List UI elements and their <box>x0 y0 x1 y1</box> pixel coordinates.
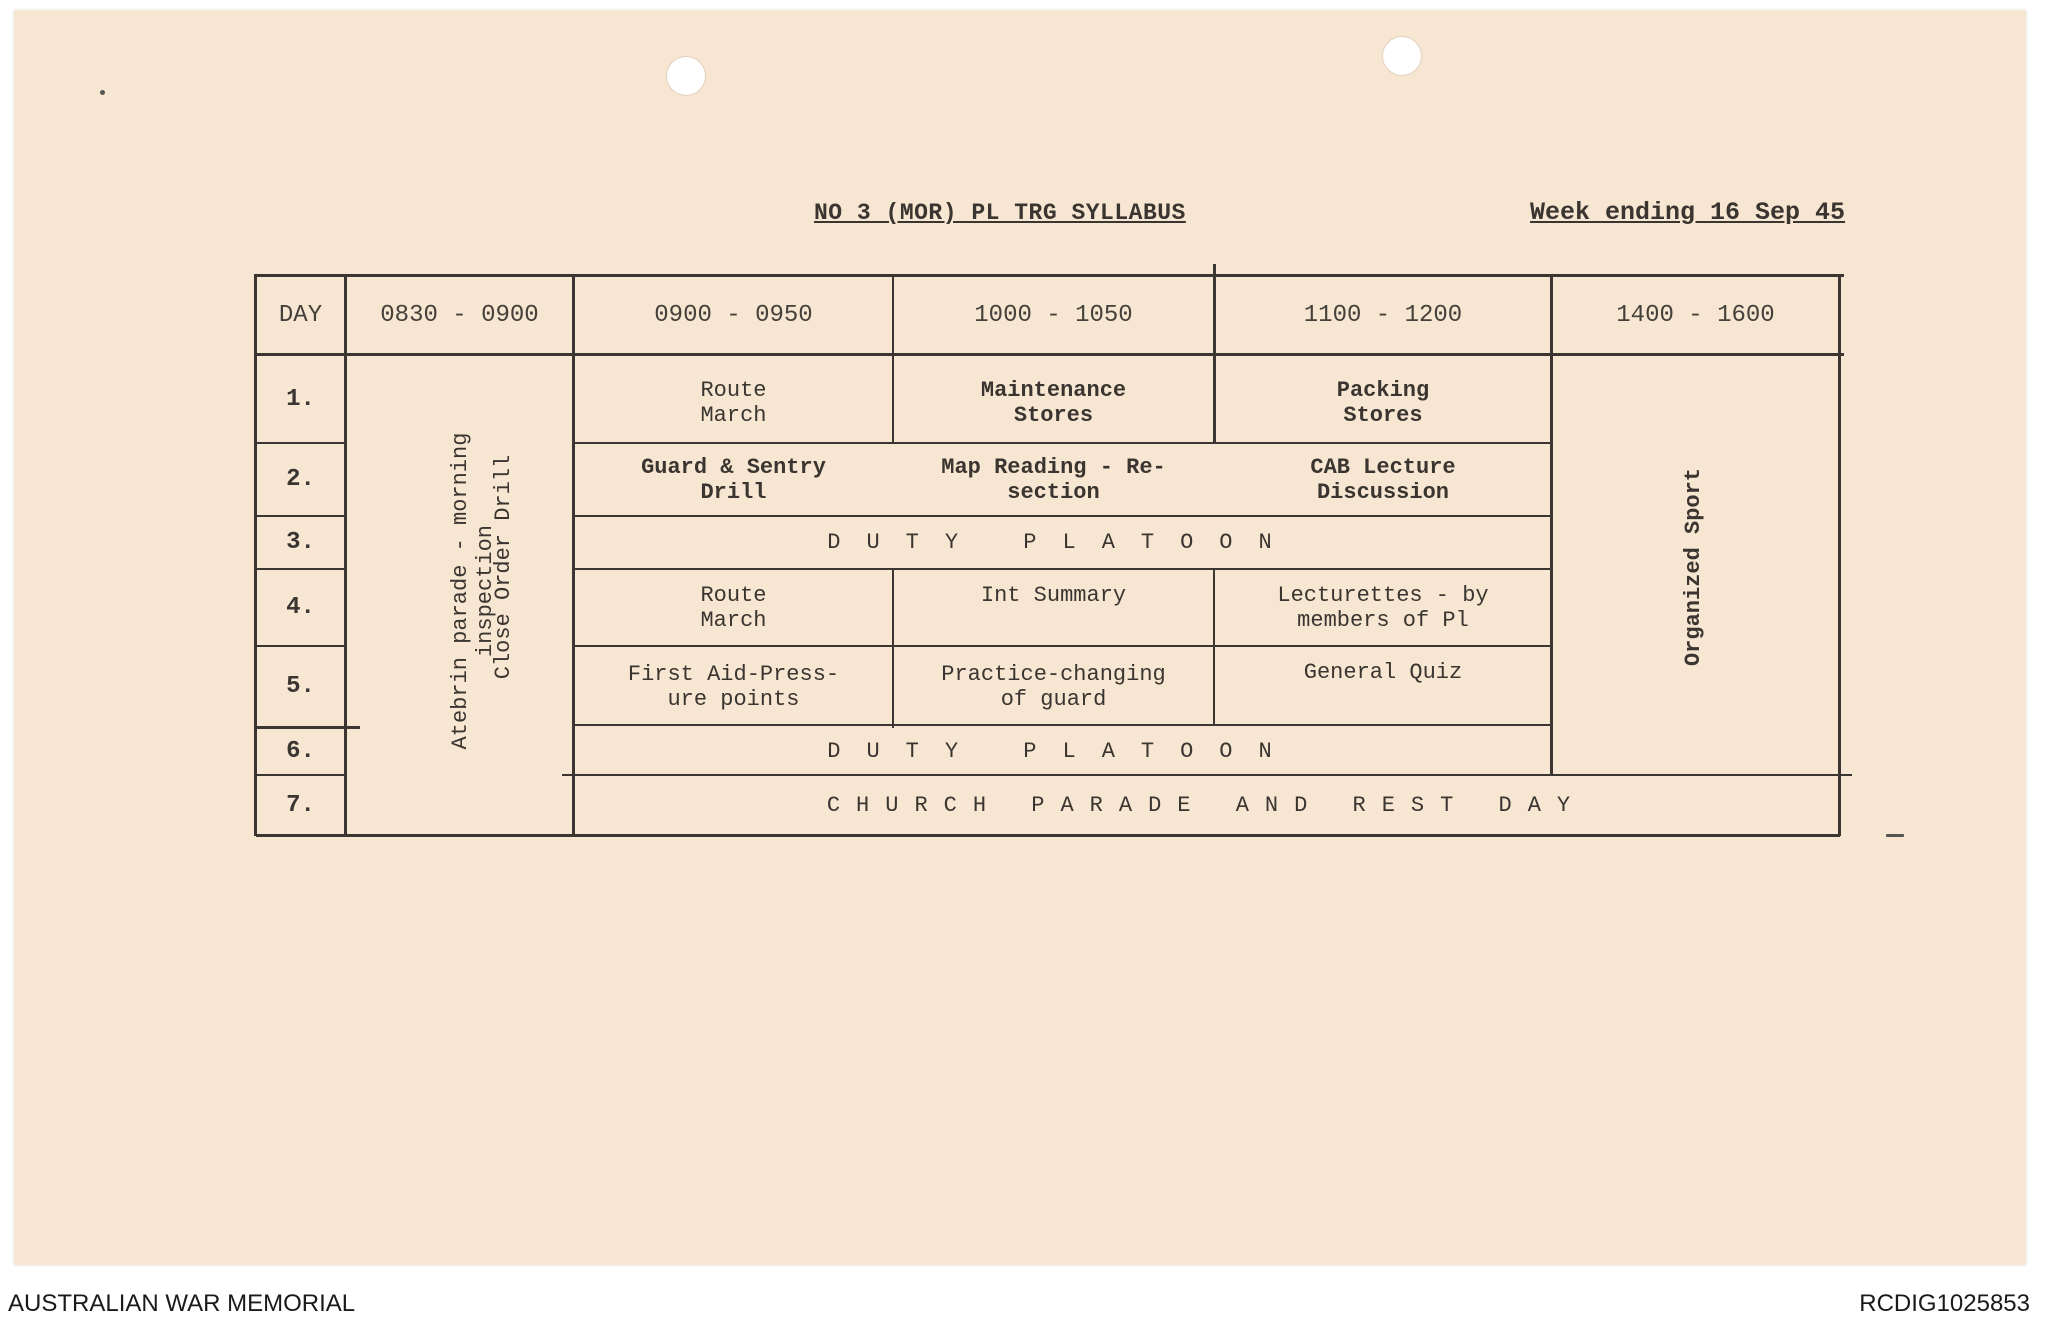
paper-mark <box>1886 834 1904 837</box>
col-line <box>344 274 347 836</box>
header-day: DAY <box>278 301 323 329</box>
header-1000: 1000 - 1050 <box>974 301 1133 329</box>
table-border-bottom <box>256 834 1840 837</box>
archive-name: AUSTRALIAN WAR MEMORIAL <box>8 1290 356 1317</box>
document-title: NO 3 (MOR) PL TRG SYLLABUS <box>814 200 1186 226</box>
header-0830: 0830 - 0900 <box>380 301 539 329</box>
day5-1000-cell: Practice-changing of guard <box>941 661 1166 712</box>
paper-speck <box>100 90 105 95</box>
day6-duty-platoon: DUTY PLATOON <box>827 739 1298 764</box>
punch-hole-right <box>1382 36 1422 76</box>
day-2: 2. <box>286 466 315 493</box>
day2-0900-cell: Guard & Sentry Drill <box>641 454 826 505</box>
atebrin-parade-text: Atebrin parade - morning inspection <box>448 432 498 750</box>
day4-0900-cell: Route March <box>700 582 767 633</box>
day2-1100-cell: CAB Lecture Discussion <box>1310 454 1456 505</box>
header-divider <box>254 353 1844 356</box>
day1-0900-cell: Route March <box>700 378 767 428</box>
day1-1000-cell: Maintenance Stores <box>980 378 1127 428</box>
day7-church-parade: CHURCH PARADE AND REST DAY <box>826 792 1587 818</box>
day-5: 5. <box>286 673 315 700</box>
day3-duty-platoon: DUTY PLATOON <box>827 530 1298 555</box>
header-0900: 0900 - 0950 <box>654 301 813 329</box>
day5-1100-cell: General Quiz <box>1303 659 1463 685</box>
day-3: 3. <box>286 529 315 556</box>
day4-1100-cell: Lecturettes - by members of Pl <box>1277 582 1489 633</box>
header-1400: 1400 - 1600 <box>1616 301 1775 329</box>
close-order-drill-text: Close Order Drill <box>491 454 516 680</box>
day-6: 6. <box>286 738 315 765</box>
day-7: 7. <box>286 791 315 819</box>
day4-1000-cell: Int Summary <box>980 582 1127 608</box>
col-line <box>1213 568 1215 724</box>
organized-sport-text: Organized Sport <box>1681 467 1706 667</box>
week-ending: Week ending 16 Sep 45 <box>1530 198 1846 227</box>
day-4: 4. <box>286 594 315 621</box>
day-1: 1. <box>286 385 315 413</box>
day5-0900-cell: First Aid-Press- ure points <box>627 661 840 712</box>
table-border-right <box>1838 274 1841 836</box>
header-1100: 1100 - 1200 <box>1303 301 1463 329</box>
day1-1100-cell: Packing Stores <box>1336 378 1430 428</box>
archive-id: RCDIG1025853 <box>1859 1290 2030 1317</box>
punch-hole-left <box>666 56 706 96</box>
day2-1000-cell: Map Reading - Re- section <box>941 454 1166 505</box>
